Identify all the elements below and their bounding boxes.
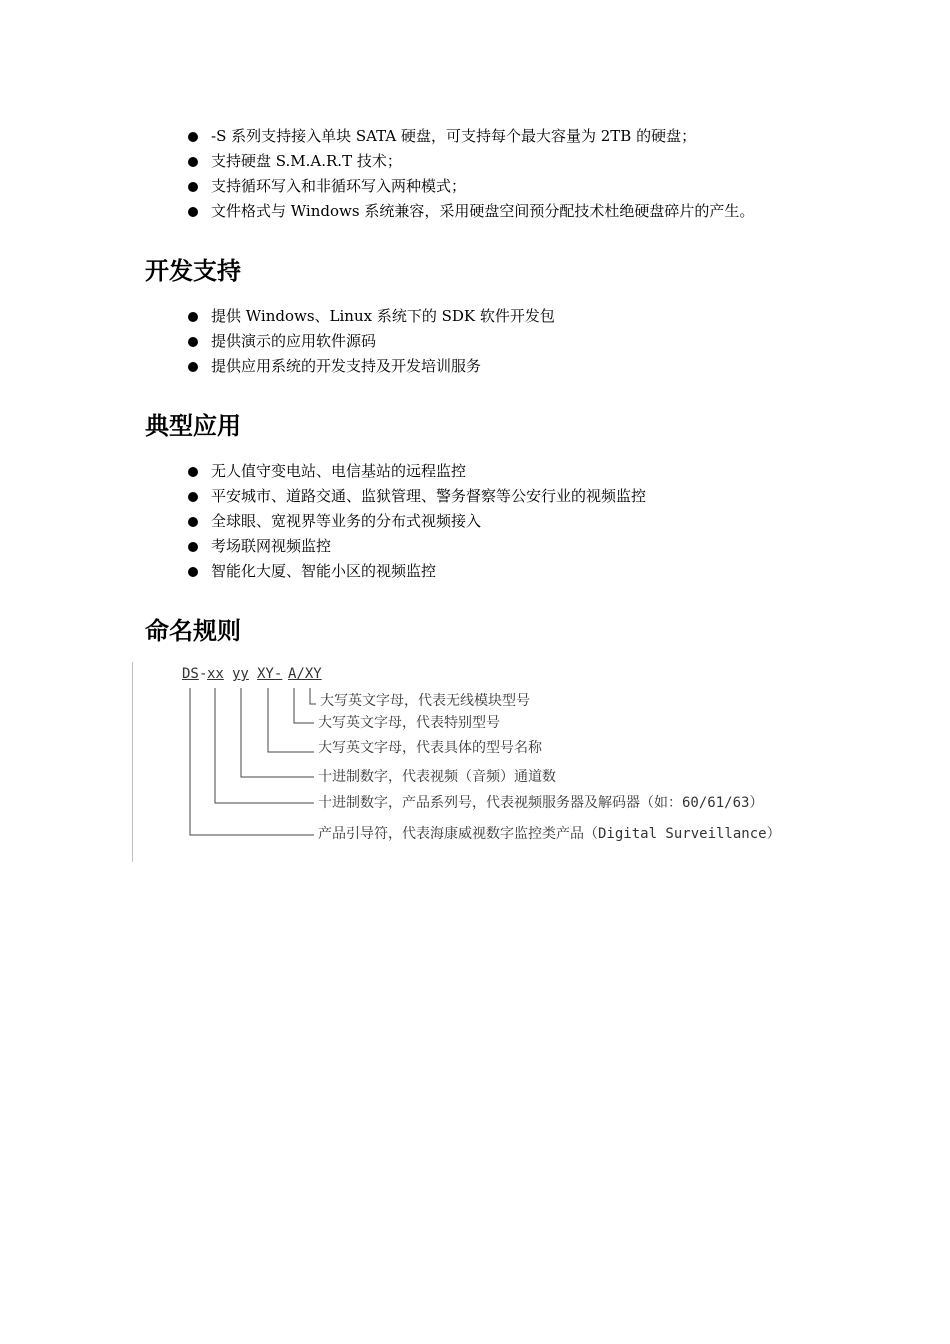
list-item: [186, 199, 754, 224]
bullet-icon: [188, 337, 198, 347]
dev-support-list: [186, 304, 555, 379]
naming-desc-channels: 十进制数字，代表视频（音频）通道数: [318, 769, 556, 785]
connector-line: [215, 688, 314, 803]
list-item: [186, 354, 555, 379]
list-item-text: -S 系列支持接入单块 SATA 硬盘，可支持每个最大容量为 2TB 的硬盘；: [211, 127, 697, 145]
list-item: [186, 534, 646, 559]
list-item-text: 支持循环写入和非循环写入两种模式；: [211, 177, 467, 195]
list-item-text: 无人值守变电站、电信基站的远程监控: [211, 462, 467, 480]
naming-desc-series: 十进制数字，产品系列号，代表视频服务器及解码器（如：60/61/63）: [318, 795, 764, 811]
applications-list: [186, 459, 646, 584]
connector-line: [268, 688, 314, 752]
section-heading-applications: 典型应用: [145, 412, 241, 440]
bullet-icon: [188, 467, 198, 477]
naming-desc-model: 大写英文字母，代表具体的型号名称: [318, 740, 542, 756]
section-heading-dev-support: 开发支持: [145, 257, 241, 285]
naming-diagram: [180, 664, 840, 854]
left-rule-divider: [132, 662, 133, 862]
bullet-icon: [188, 542, 198, 552]
code-part-xx: xx: [207, 666, 224, 682]
list-item-text: 提供 Windows、Linux 系统下的 SDK 软件开发包: [211, 307, 555, 325]
code-part-dash: -: [199, 666, 208, 682]
code-part-ds: DS: [182, 666, 199, 682]
connector-line: [241, 688, 314, 777]
naming-desc-wireless: 大写英文字母，代表无线模块型号: [320, 693, 530, 709]
storage-feature-list: [186, 124, 754, 224]
list-item-text: 提供应用系统的开发支持及开发培训服务: [211, 357, 482, 375]
connector-line: [190, 688, 314, 835]
bullet-icon: [188, 132, 198, 142]
list-item: [186, 149, 754, 174]
list-item-text: 提供演示的应用软件源码: [211, 332, 377, 350]
bullet-icon: [188, 362, 198, 372]
list-item-text: 平安城市、道路交通、监狱管理、警务督察等公安行业的视频监控: [211, 487, 647, 505]
code-part-yy: yy: [232, 666, 249, 682]
list-item: [186, 124, 754, 149]
bullet-icon: [188, 492, 198, 502]
code-part-xy: XY-: [257, 666, 283, 682]
list-item: [186, 174, 754, 199]
code-part-axy: A/XY: [288, 666, 322, 682]
list-item: [186, 459, 646, 484]
list-item: [186, 304, 555, 329]
list-item-text: 支持硬盘 S.M.A.R.T 技术；: [211, 152, 402, 170]
list-item: [186, 509, 646, 534]
naming-desc-special: 大写英文字母，代表特别型号: [318, 715, 500, 731]
bullet-icon: [188, 517, 198, 527]
bullet-icon: [188, 182, 198, 192]
section-heading-naming: 命名规则: [145, 617, 241, 645]
connector-line: [310, 688, 316, 704]
list-item: [186, 484, 646, 509]
bullet-icon: [188, 207, 198, 217]
list-item: [186, 559, 646, 584]
list-item-text: 文件格式与 Windows 系统兼容，采用硬盘空间预分配技术杜绝硬盘碎片的产生。: [211, 202, 755, 220]
bullet-icon: [188, 312, 198, 322]
list-item-text: 全球眼、宽视界等业务的分布式视频接入: [211, 512, 482, 530]
list-item-text: 智能化大厦、智能小区的视频监控: [211, 562, 437, 580]
list-item: [186, 329, 555, 354]
connector-line: [294, 688, 314, 723]
bullet-icon: [188, 157, 198, 167]
bullet-icon: [188, 567, 198, 577]
list-item-text: 考场联网视频监控: [211, 537, 332, 555]
naming-desc-prefix: 产品引导符，代表海康威视数字监控类产品（Digital Surveillance）: [318, 826, 781, 842]
